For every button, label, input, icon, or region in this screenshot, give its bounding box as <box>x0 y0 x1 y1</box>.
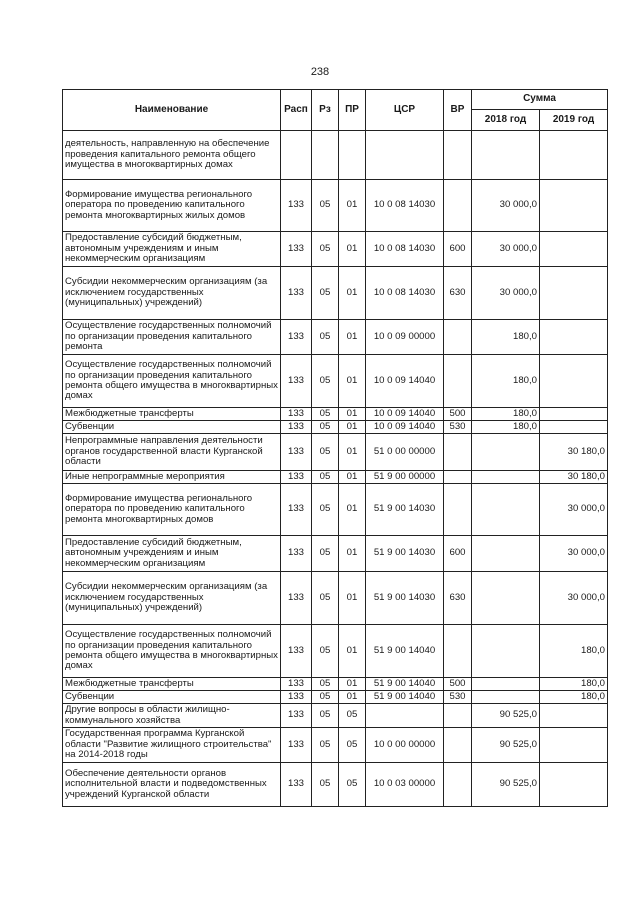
cell-vr <box>444 704 472 728</box>
cell-rz: 05 <box>312 625 339 678</box>
cell-vr <box>444 728 472 763</box>
cell-vr <box>444 131 472 180</box>
table-row <box>63 572 608 625</box>
cell-pr: 01 <box>339 536 366 572</box>
cell-csr: 51 9 00 14030 <box>366 536 444 572</box>
cell-rasp: 133 <box>281 267 312 320</box>
cell-y2018: 180,0 <box>472 408 540 421</box>
cell-vr: 600 <box>444 536 472 572</box>
cell-csr: 51 9 00 14030 <box>366 572 444 625</box>
table-row <box>63 728 608 763</box>
cell-pr: 01 <box>339 434 366 471</box>
cell-pr: 01 <box>339 421 366 434</box>
cell-y2019: 30 000,0 <box>540 572 608 625</box>
cell-name: Осуществление государственных полномочий по организации проведения капитального ремонта общего имущества в многоквартирных домах <box>63 355 281 408</box>
cell-rz: 05 <box>312 471 339 484</box>
cell-rasp: 133 <box>281 408 312 421</box>
cell-rz: 05 <box>312 421 339 434</box>
header-sum: Сумма <box>472 90 608 110</box>
cell-csr: 51 9 00 14030 <box>366 484 444 536</box>
cell-y2018 <box>472 434 540 471</box>
table-row <box>63 691 608 704</box>
cell-rz: 05 <box>312 704 339 728</box>
cell-rasp: 133 <box>281 471 312 484</box>
cell-pr: 01 <box>339 180 366 232</box>
cell-pr: 05 <box>339 763 366 807</box>
table-row <box>63 320 608 355</box>
cell-y2018: 30 000,0 <box>472 267 540 320</box>
cell-y2019: 180,0 <box>540 625 608 678</box>
cell-name: Субсидии некоммерческим организациям (за исключением государственных (муниципальных) учреждений) <box>63 572 281 625</box>
cell-y2019: 30 180,0 <box>540 434 608 471</box>
cell-y2018: 180,0 <box>472 421 540 434</box>
cell-rasp: 133 <box>281 421 312 434</box>
cell-rasp: 133 <box>281 691 312 704</box>
cell-pr <box>339 131 366 180</box>
cell-name: Предоставление субсидий бюджетным, автономным учреждениям и иным некоммерческим организациям <box>63 232 281 267</box>
cell-rasp: 133 <box>281 180 312 232</box>
cell-y2018: 180,0 <box>472 355 540 408</box>
cell-name: Формирование имущества регионального оператора по проведению капитального ремонта многоквартирных домов <box>63 484 281 536</box>
cell-name: Непрограммные направления деятельности органов государственной власти Курганской области <box>63 434 281 471</box>
cell-y2018: 180,0 <box>472 320 540 355</box>
cell-rz: 05 <box>312 691 339 704</box>
cell-rasp: 133 <box>281 704 312 728</box>
cell-csr: 10 0 09 14040 <box>366 355 444 408</box>
cell-pr: 05 <box>339 704 366 728</box>
cell-y2019: 180,0 <box>540 691 608 704</box>
cell-pr: 01 <box>339 471 366 484</box>
cell-pr: 01 <box>339 678 366 691</box>
cell-csr <box>366 131 444 180</box>
cell-csr: 51 9 00 14040 <box>366 625 444 678</box>
cell-rz <box>312 131 339 180</box>
header-rz: Рз <box>312 90 339 131</box>
page-number: 238 <box>310 66 330 78</box>
header-csr: ЦСР <box>366 90 444 131</box>
cell-y2018 <box>472 572 540 625</box>
table-row <box>63 131 608 180</box>
cell-rasp: 133 <box>281 434 312 471</box>
header-pr: ПР <box>339 90 366 131</box>
cell-vr <box>444 434 472 471</box>
table-row <box>63 434 608 471</box>
cell-csr: 51 9 00 14040 <box>366 691 444 704</box>
cell-rasp: 133 <box>281 763 312 807</box>
cell-rz: 05 <box>312 763 339 807</box>
cell-pr: 01 <box>339 625 366 678</box>
cell-y2019 <box>540 421 608 434</box>
cell-vr <box>444 763 472 807</box>
cell-vr: 630 <box>444 267 472 320</box>
cell-y2019 <box>540 408 608 421</box>
cell-y2019 <box>540 763 608 807</box>
header-vr: ВР <box>444 90 472 131</box>
table-row <box>63 536 608 572</box>
cell-csr: 10 0 08 14030 <box>366 232 444 267</box>
cell-name: Иные непрограммные мероприятия <box>63 471 281 484</box>
cell-y2018 <box>472 131 540 180</box>
cell-vr: 630 <box>444 572 472 625</box>
cell-csr: 10 0 09 14040 <box>366 408 444 421</box>
cell-rz: 05 <box>312 728 339 763</box>
table-row <box>63 355 608 408</box>
cell-y2019 <box>540 267 608 320</box>
cell-name: Межбюджетные трансферты <box>63 408 281 421</box>
table-row <box>63 625 608 678</box>
cell-csr <box>366 704 444 728</box>
cell-pr: 01 <box>339 355 366 408</box>
cell-name: Формирование имущества регионального оператора по проведению капитального ремонта многоквартирных жилых домов <box>63 180 281 232</box>
cell-name: Обеспечение деятельности органов исполнительной власти и подведомственных учреждений Курганской области <box>63 763 281 807</box>
cell-y2019 <box>540 320 608 355</box>
cell-rasp: 133 <box>281 678 312 691</box>
cell-csr: 51 0 00 00000 <box>366 434 444 471</box>
table-row <box>63 704 608 728</box>
cell-y2019 <box>540 131 608 180</box>
table-row <box>63 180 608 232</box>
cell-rz: 05 <box>312 434 339 471</box>
cell-rz: 05 <box>312 572 339 625</box>
cell-rasp: 133 <box>281 232 312 267</box>
cell-vr: 600 <box>444 232 472 267</box>
cell-name: Субсидии некоммерческим организациям (за исключением государственных (муниципальных) учреждений) <box>63 267 281 320</box>
cell-y2018: 90 525,0 <box>472 763 540 807</box>
cell-y2019: 30 000,0 <box>540 484 608 536</box>
cell-y2018 <box>472 536 540 572</box>
cell-name: Субвенции <box>63 421 281 434</box>
table-row <box>63 267 608 320</box>
cell-y2018: 90 525,0 <box>472 728 540 763</box>
cell-name: деятельность, направленную на обеспечение проведения капитального ремонта общего имущества в многоквартирных домах <box>63 131 281 180</box>
cell-rasp: 133 <box>281 536 312 572</box>
cell-rasp: 133 <box>281 355 312 408</box>
cell-csr: 10 0 09 14040 <box>366 421 444 434</box>
cell-name: Предоставление субсидий бюджетным, автономным учреждениям и иным некоммерческим организациям <box>63 536 281 572</box>
cell-rz: 05 <box>312 355 339 408</box>
cell-y2019: 180,0 <box>540 678 608 691</box>
cell-y2019 <box>540 232 608 267</box>
cell-rasp: 133 <box>281 484 312 536</box>
cell-y2018: 90 525,0 <box>472 704 540 728</box>
cell-pr: 05 <box>339 728 366 763</box>
cell-y2018 <box>472 691 540 704</box>
table-row <box>63 408 608 421</box>
cell-vr <box>444 180 472 232</box>
cell-y2019 <box>540 704 608 728</box>
header-2018: 2018 год <box>472 110 540 131</box>
cell-y2019 <box>540 728 608 763</box>
cell-csr: 10 0 08 14030 <box>366 180 444 232</box>
table-row <box>63 484 608 536</box>
cell-y2018: 30 000,0 <box>472 232 540 267</box>
cell-rasp: 133 <box>281 625 312 678</box>
table-row <box>63 763 608 807</box>
cell-rz: 05 <box>312 320 339 355</box>
cell-name: Осуществление государственных полномочий по организации проведения капитального ремонта общего имущества в многоквартирных домах <box>63 625 281 678</box>
cell-csr: 10 0 03 00000 <box>366 763 444 807</box>
cell-vr <box>444 355 472 408</box>
cell-rz: 05 <box>312 180 339 232</box>
cell-y2019: 30 180,0 <box>540 471 608 484</box>
cell-rz: 05 <box>312 408 339 421</box>
cell-pr: 01 <box>339 572 366 625</box>
cell-vr: 530 <box>444 421 472 434</box>
cell-vr <box>444 625 472 678</box>
cell-pr: 01 <box>339 232 366 267</box>
cell-csr: 10 0 00 00000 <box>366 728 444 763</box>
cell-vr: 530 <box>444 691 472 704</box>
table-row <box>63 678 608 691</box>
cell-y2019: 30 000,0 <box>540 536 608 572</box>
cell-rasp: 133 <box>281 728 312 763</box>
cell-name: Осуществление государственных полномочий по организации проведения капитального ремонта <box>63 320 281 355</box>
cell-csr: 10 0 08 14030 <box>366 267 444 320</box>
cell-rz: 05 <box>312 267 339 320</box>
cell-rasp: 133 <box>281 320 312 355</box>
table-row <box>63 232 608 267</box>
table-row <box>63 471 608 484</box>
cell-y2018 <box>472 471 540 484</box>
cell-y2018 <box>472 625 540 678</box>
cell-y2019 <box>540 355 608 408</box>
cell-y2018 <box>472 678 540 691</box>
cell-csr: 51 9 00 00000 <box>366 471 444 484</box>
header-rasp: Расп <box>281 90 312 131</box>
cell-name: Субвенции <box>63 691 281 704</box>
cell-csr: 10 0 09 00000 <box>366 320 444 355</box>
cell-pr: 01 <box>339 320 366 355</box>
cell-rz: 05 <box>312 536 339 572</box>
cell-vr: 500 <box>444 408 472 421</box>
cell-vr <box>444 471 472 484</box>
cell-rz: 05 <box>312 484 339 536</box>
header-2019: 2019 год <box>540 110 608 131</box>
cell-csr: 51 9 00 14040 <box>366 678 444 691</box>
cell-name: Другие вопросы в области жилищно-коммунального хозяйства <box>63 704 281 728</box>
cell-rz: 05 <box>312 232 339 267</box>
budget-table <box>62 89 608 807</box>
cell-pr: 01 <box>339 267 366 320</box>
cell-vr: 500 <box>444 678 472 691</box>
cell-rz: 05 <box>312 678 339 691</box>
header-name: Наименование <box>63 90 281 131</box>
cell-vr <box>444 484 472 536</box>
cell-y2018 <box>472 484 540 536</box>
table-row <box>63 421 608 434</box>
cell-vr <box>444 320 472 355</box>
cell-pr: 01 <box>339 691 366 704</box>
cell-rasp: 133 <box>281 572 312 625</box>
cell-y2019 <box>540 180 608 232</box>
cell-y2018: 30 000,0 <box>472 180 540 232</box>
table-body <box>63 131 608 807</box>
cell-rasp <box>281 131 312 180</box>
cell-pr: 01 <box>339 484 366 536</box>
cell-name: Межбюджетные трансферты <box>63 678 281 691</box>
cell-pr: 01 <box>339 408 366 421</box>
cell-name: Государственная программа Курганской области "Развитие жилищного строительства" на 2014-2018 годы <box>63 728 281 763</box>
